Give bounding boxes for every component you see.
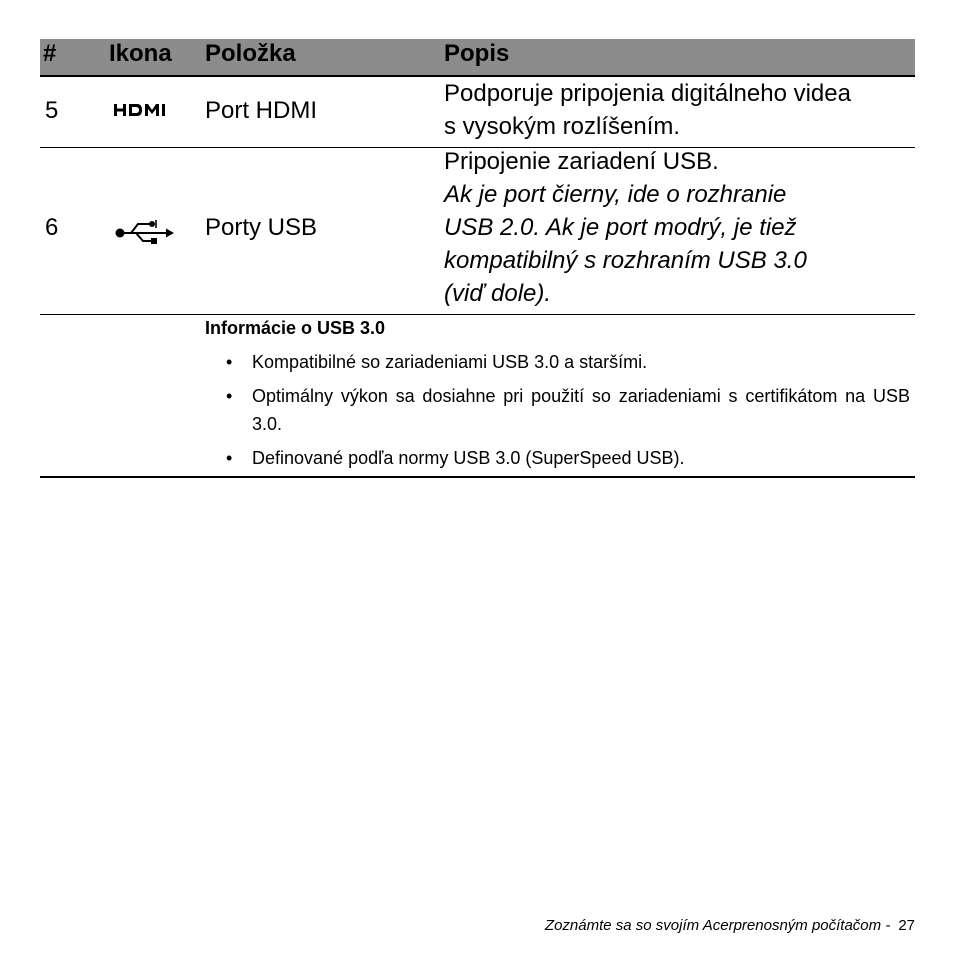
ports-table	[40, 39, 915, 478]
footer-text: Zoznámte sa so svojím Acerprenosným počítačom -	[544, 917, 891, 934]
table-row-usb	[40, 148, 915, 315]
info-title: Informácie o USB 3.0	[205, 318, 386, 338]
row-item-label: Porty USB	[205, 214, 318, 241]
page-footer	[545, 916, 915, 936]
list-item	[226, 348, 910, 376]
row-number: 6	[45, 214, 59, 241]
table-row-hdmi	[40, 77, 915, 148]
usb-icon	[114, 219, 174, 252]
table-header	[40, 39, 915, 77]
row-description	[444, 77, 912, 143]
header-num: #	[43, 40, 57, 67]
list-item-text: Kompatibilné so zariadeniami USB 3.0 a staršími.	[252, 352, 648, 372]
hdmi-icon	[114, 103, 174, 121]
desc-italic-line: kompatibilný s rozhraním USB 3.0	[444, 247, 807, 274]
list-item	[226, 382, 910, 438]
header-desc: Popis	[444, 40, 510, 67]
row-number: 5	[45, 97, 59, 124]
row-description	[444, 145, 912, 310]
desc-italic-line: Ak je port čierny, ide o rozhranie	[444, 181, 787, 208]
desc-line: Pripojenie zariadení USB.	[444, 148, 719, 175]
list-item-text: Optimálny výkon sa dosiahne pri použití so zariadeniami s certifikátom na USB 3.0.	[252, 386, 910, 434]
desc-italic-line: USB 2.0. Ak je port modrý, je tiež	[444, 214, 797, 241]
bullet-icon: •	[226, 448, 233, 468]
list-item	[226, 444, 910, 472]
row-item-label: Port HDMI	[205, 97, 318, 124]
desc-line: s vysokým rozlíšením.	[444, 113, 681, 140]
bullet-icon: •	[226, 386, 233, 406]
header-icon: Ikona	[109, 40, 172, 67]
page-number: 27	[898, 917, 915, 934]
info-bullet-list	[226, 348, 910, 478]
desc-line: Podporuje pripojenia digitálneho videa	[444, 80, 851, 107]
header-item: Položka	[205, 40, 296, 67]
desc-italic-line: (viď dole).	[444, 280, 552, 307]
usb3-info-box	[40, 315, 915, 478]
bullet-icon: •	[226, 352, 233, 372]
list-item-text: Definované podľa normy USB 3.0 (SuperSpeed USB).	[252, 448, 685, 468]
